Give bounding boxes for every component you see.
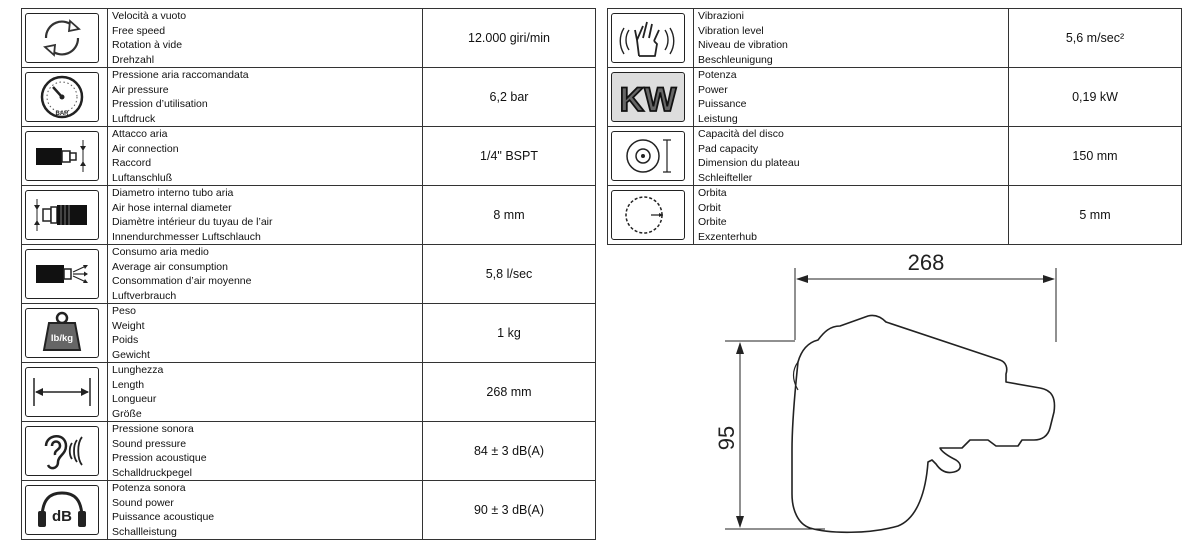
spec-row-sound-pressure: [22, 422, 596, 481]
kw-text: KW: [619, 81, 677, 119]
hose-diameter-icon: [25, 190, 99, 240]
spec-label-de: Luftverbrauch: [112, 289, 177, 302]
spec-label-en: Power: [698, 83, 728, 96]
tool-dimension-drawing: [700, 250, 1080, 545]
left-spec-table: [21, 8, 596, 540]
spec-row-sound-power: [22, 481, 596, 540]
disc-pad-icon: [611, 131, 685, 181]
orbit-icon: [611, 190, 685, 240]
height-dimension-label: 95: [714, 425, 739, 451]
headphones-db-icon: [25, 485, 99, 535]
spec-label-it: Potenza sonora: [112, 482, 186, 494]
spec-label-de: Größe: [112, 407, 142, 420]
spec-label-fr: Poids: [112, 334, 139, 346]
spec-label-en: Average air consumption: [112, 260, 228, 273]
spec-label-fr: Pression acoustique: [112, 452, 207, 464]
spec-label-fr: Dimension du plateau: [698, 157, 800, 169]
kw-icon: [611, 72, 685, 122]
spec-label-en: Air hose internal diameter: [112, 201, 232, 214]
air-consumption-icon: [25, 249, 99, 299]
spec-value: 12.000 giri/min: [423, 9, 596, 68]
spec-label-en: Free speed: [112, 24, 166, 37]
spec-value: 90 ± 3 dB(A): [423, 481, 596, 540]
spec-label-fr: Rotation à vide: [112, 39, 183, 51]
vibration-hand-icon: [611, 13, 685, 63]
spec-label-it: Velocità a vuoto: [112, 10, 187, 22]
right-spec-table: [607, 8, 1182, 245]
spec-row-weight: [22, 304, 596, 363]
spec-label-fr: Diamètre intérieur du tuyau de l’air: [112, 216, 273, 228]
spec-label-en: Orbit: [698, 201, 721, 214]
spec-label-it: Attacco aria: [112, 128, 168, 140]
spec-label-de: Luftdruck: [112, 112, 156, 125]
spec-value: 1/4" BSPT: [423, 127, 596, 186]
spec-label-de: Beschleunigung: [698, 53, 773, 66]
spec-label-fr: Pression d’utilisation: [112, 98, 208, 110]
spec-label-it: Capacità del disco: [698, 128, 784, 140]
spec-value: 8 mm: [423, 186, 596, 245]
spec-row-hose-diameter: [22, 186, 596, 245]
weight-unit-text: lb/kg: [50, 333, 74, 344]
spec-label-en: Sound power: [112, 496, 174, 509]
spec-row-free-speed: [22, 9, 596, 68]
weight-icon: [25, 308, 99, 358]
spec-value: 150 mm: [1009, 127, 1182, 186]
spec-row-pad-capacity: [608, 127, 1182, 186]
spec-label-de: Innendurchmesser Luftschlauch: [112, 230, 261, 243]
spec-label-it: Orbita: [698, 187, 727, 199]
spec-label-fr: Puissance acoustique: [112, 511, 215, 523]
db-text: dB: [52, 508, 72, 525]
spec-label-fr: Longueur: [112, 393, 157, 405]
gauge-unit-text: BAR: [55, 111, 69, 117]
spec-label-fr: Orbite: [698, 216, 727, 228]
spec-label-it: Pressione aria raccomandata: [112, 69, 249, 81]
spec-label-en: Air connection: [112, 142, 179, 155]
spec-label-it: Diametro interno tubo aria: [112, 187, 234, 199]
spec-label-de: Leistung: [698, 112, 738, 125]
spec-label-en: Pad capacity: [698, 142, 759, 155]
spec-label-fr: Consommation d’air moyenne: [112, 275, 252, 287]
spec-row-length: [22, 363, 596, 422]
spec-label-fr: Puissance: [698, 98, 747, 110]
spec-row-power: [608, 68, 1182, 127]
spec-value: 5 mm: [1009, 186, 1182, 245]
spec-value: 5,6 m/sec²: [1009, 9, 1182, 68]
ear-sound-icon: [25, 426, 99, 476]
spec-label-it: Vibrazioni: [698, 10, 744, 22]
spec-label-en: Air pressure: [112, 83, 169, 96]
spec-row-vibration: [608, 9, 1182, 68]
spec-label-de: Gewicht: [112, 348, 150, 361]
spec-row-air-connection: [22, 127, 596, 186]
spec-label-it: Pressione sonora: [112, 423, 194, 435]
sander-outline: [792, 315, 1054, 532]
spec-label-de: Exzenterhub: [698, 230, 757, 243]
spec-row-air-pressure: [22, 68, 596, 127]
rotation-arrows-icon: [25, 13, 99, 63]
spec-label-en: Sound pressure: [112, 437, 187, 450]
spec-value: 268 mm: [423, 363, 596, 422]
spec-label-it: Lunghezza: [112, 364, 164, 376]
spec-label-fr: Niveau de vibration: [698, 39, 788, 51]
length-dimension-label: 268: [907, 250, 945, 275]
spec-label-de: Schleifteller: [698, 171, 753, 184]
spec-label-en: Length: [112, 378, 145, 391]
spec-value: 0,19 kW: [1009, 68, 1182, 127]
spec-label-de: Schalldruckpegel: [112, 466, 192, 479]
spec-value: 5,8 l/sec: [423, 245, 596, 304]
spec-value: 84 ± 3 dB(A): [423, 422, 596, 481]
pressure-gauge-icon: [25, 72, 99, 122]
spec-value: 1 kg: [423, 304, 596, 363]
air-connection-icon: [25, 131, 99, 181]
spec-row-air-consumption: [22, 245, 596, 304]
spec-label-de: Luftanschluß: [112, 171, 173, 184]
spec-label-fr: Raccord: [112, 157, 152, 169]
spec-label-en: Vibration level: [698, 24, 764, 37]
spec-label-it: Potenza: [698, 69, 737, 81]
spec-label-it: Peso: [112, 305, 136, 317]
spec-label-de: Schallleistung: [112, 525, 177, 538]
spec-row-orbit: [608, 186, 1182, 245]
spec-value: 6,2 bar: [423, 68, 596, 127]
spec-label-de: Drehzahl: [112, 53, 155, 66]
length-arrow-icon: [25, 367, 99, 417]
spec-label-it: Consumo aria medio: [112, 246, 209, 258]
spec-label-en: Weight: [112, 319, 145, 332]
